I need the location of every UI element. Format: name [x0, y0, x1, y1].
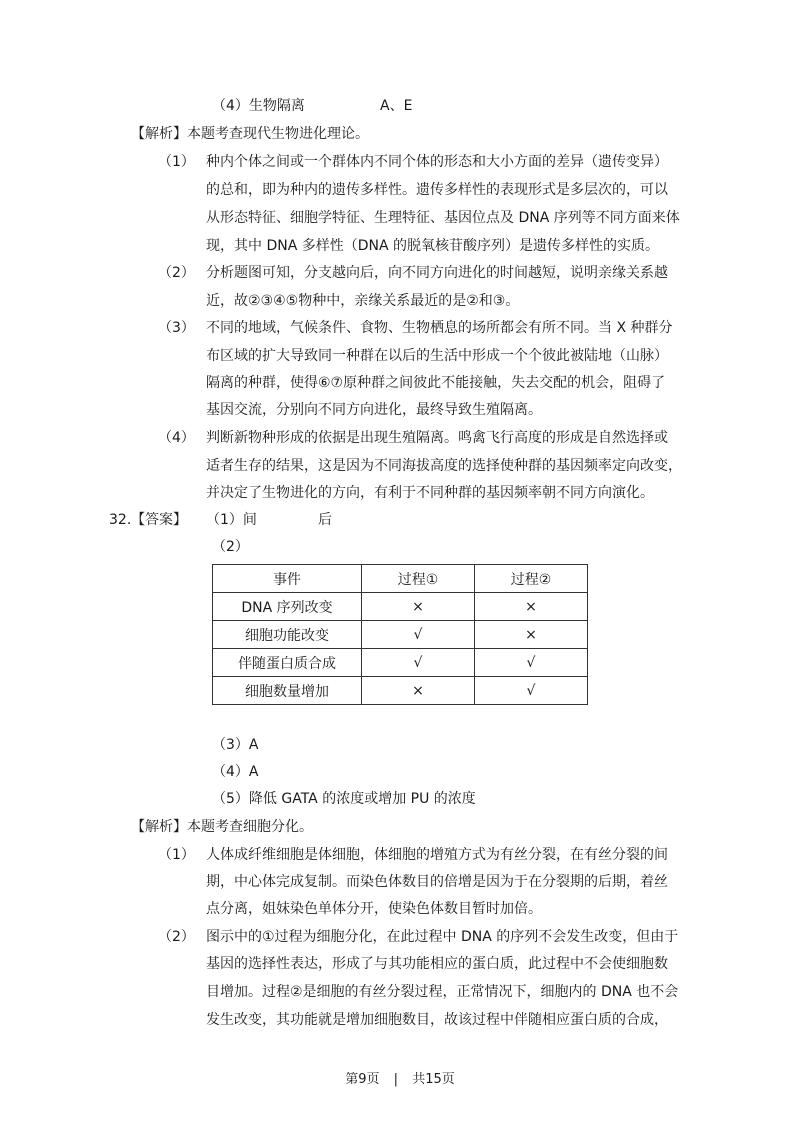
q31-answer-4-value: A、E	[380, 98, 413, 114]
table-header-cell: 过程②	[475, 565, 588, 593]
q31-item-1-number: （1）	[158, 154, 195, 170]
table-cell: ×	[362, 593, 475, 621]
page-footer	[0, 1071, 800, 1089]
q32-answer-1-label: （1）间	[206, 512, 257, 528]
q31-item-1-line: 种内个体之间或一个群体内不同个体的形态和大小方面的差异（遗传变异）	[206, 154, 668, 170]
q32-analysis-intro: 【解析】本题考查细胞分化。	[131, 819, 313, 835]
q31-item-1-line: 的总和，即为种内的遗传多样性。遗传多样性的表现形式是多层次的，可以	[206, 182, 668, 198]
table-cell: 细胞数量增加	[213, 677, 362, 705]
q32-item-1-line: 点分离，姐妹染色单体分开，使染色体数目暂时加倍。	[206, 901, 542, 917]
event-process-table	[212, 564, 588, 705]
q31-item-3-line: 布区域的扩大导致同一种群在以后的生活中形成一个个彼此被陆地（山脉）	[206, 348, 668, 364]
q31-item-3-number: （3）	[158, 320, 195, 336]
q31-answer-4-label: （4）生物隔离	[212, 98, 305, 114]
q31-item-4-number: （4）	[158, 430, 195, 446]
q32-answer-4: （4）A	[212, 764, 259, 780]
table-header-row	[213, 565, 588, 593]
q31-item-3-line: 基因交流，分别向不同方向进化，最终导致生殖隔离。	[206, 402, 542, 418]
footer-separator: |	[393, 1072, 399, 1087]
q32-item-2-line: 基因的选择性表达，形成了与其功能相应的蛋白质，此过程中不会使细胞数	[206, 956, 668, 972]
q32-item-2-line: 图示中的①过程为细胞分化，在此过程中 DNA 的序列不会发生改变，但由于	[206, 929, 679, 945]
q31-item-2-line: 近，故②③④⑤物种中，亲缘关系最近的是②和③。	[206, 293, 520, 309]
q32-item-2-number: （2）	[158, 929, 195, 945]
q32-number: 32.	[109, 512, 132, 528]
q31-item-4-line: 并决定了生物进化的方向，有利于不同种群的基因频率朝不同方向演化。	[206, 485, 654, 501]
table-row	[213, 621, 588, 649]
q31-item-3-line: 不同的地域，气候条件、食物、生物栖息的场所都会有所不同。当 X 种群分	[206, 320, 673, 336]
q32-item-1-line: 期，中心体完成复制。而染色体数目的倍增是因为于在分裂期的后期，着丝	[206, 874, 668, 890]
page-number: 第9页	[345, 1072, 380, 1087]
q32-item-2-line: 目增加。过程②是细胞的有丝分裂过程，正常情况下，细胞内的 DNA 也不会	[206, 984, 679, 1000]
q32-answer-2-label: （2）	[212, 539, 249, 555]
table-cell: √	[362, 649, 475, 677]
table-cell: 细胞功能改变	[213, 621, 362, 649]
q32-item-2-line: 发生改变，其功能就是增加细胞数目，故该过程中伴随相应蛋白质的合成，	[206, 1012, 668, 1028]
table-cell: √	[475, 649, 588, 677]
q32-answer-5: （5）降低 GATA 的浓度或增加 PU 的浓度	[212, 791, 476, 807]
table-row	[213, 649, 588, 677]
q32-item-1-line: 人体成纤维细胞是体细胞，体细胞的增殖方式为有丝分裂，在有丝分裂的间	[206, 847, 668, 863]
q31-item-1-line: 现，其中 DNA 多样性（DNA 的脱氧核苷酸序列）是遗传多样性的实质。	[206, 238, 660, 254]
q31-analysis-intro: 【解析】本题考查现代生物进化理论。	[131, 126, 369, 142]
table-row	[213, 677, 588, 705]
table-cell: ×	[362, 677, 475, 705]
q32-answer-3: （3）A	[212, 737, 259, 753]
q31-item-2-number: （2）	[158, 265, 195, 281]
table-cell: ×	[475, 593, 588, 621]
q32-item-1-number: （1）	[158, 847, 195, 863]
table-cell: ×	[475, 621, 588, 649]
q31-item-2-line: 分析题图可知，分支越向后，向不同方向进化的时间越短，说明亲缘关系越	[206, 265, 668, 281]
table-cell: DNA 序列改变	[213, 593, 362, 621]
q31-item-1-line: 从形态特征、细胞学特征、生理特征、基因位点及 DNA 序列等不同方面来体	[206, 210, 680, 226]
page-total: 共15页	[412, 1072, 455, 1087]
table-header-cell: 过程①	[362, 565, 475, 593]
table-row	[213, 593, 588, 621]
q32-answer-tag: 【答案】	[131, 512, 187, 528]
q31-item-4-line: 适者生存的结果，这是因为不同海拔高度的选择使种群的基因频率定向改变，	[206, 458, 682, 474]
q31-item-3-line: 隔离的种群，使得⑥⑦原种群之间彼此不能接触，失去交配的机会，阻碍了	[206, 375, 666, 391]
q31-item-4-line: 判断新物种形成的依据是出现生殖隔离。鸣禽飞行高度的形成是自然选择或	[206, 430, 668, 446]
table-cell: 伴随蛋白质合成	[213, 649, 362, 677]
table-cell: √	[475, 677, 588, 705]
table-cell: √	[362, 621, 475, 649]
q32-answer-1-value: 后	[318, 512, 332, 528]
table-header-cell: 事件	[213, 565, 362, 593]
